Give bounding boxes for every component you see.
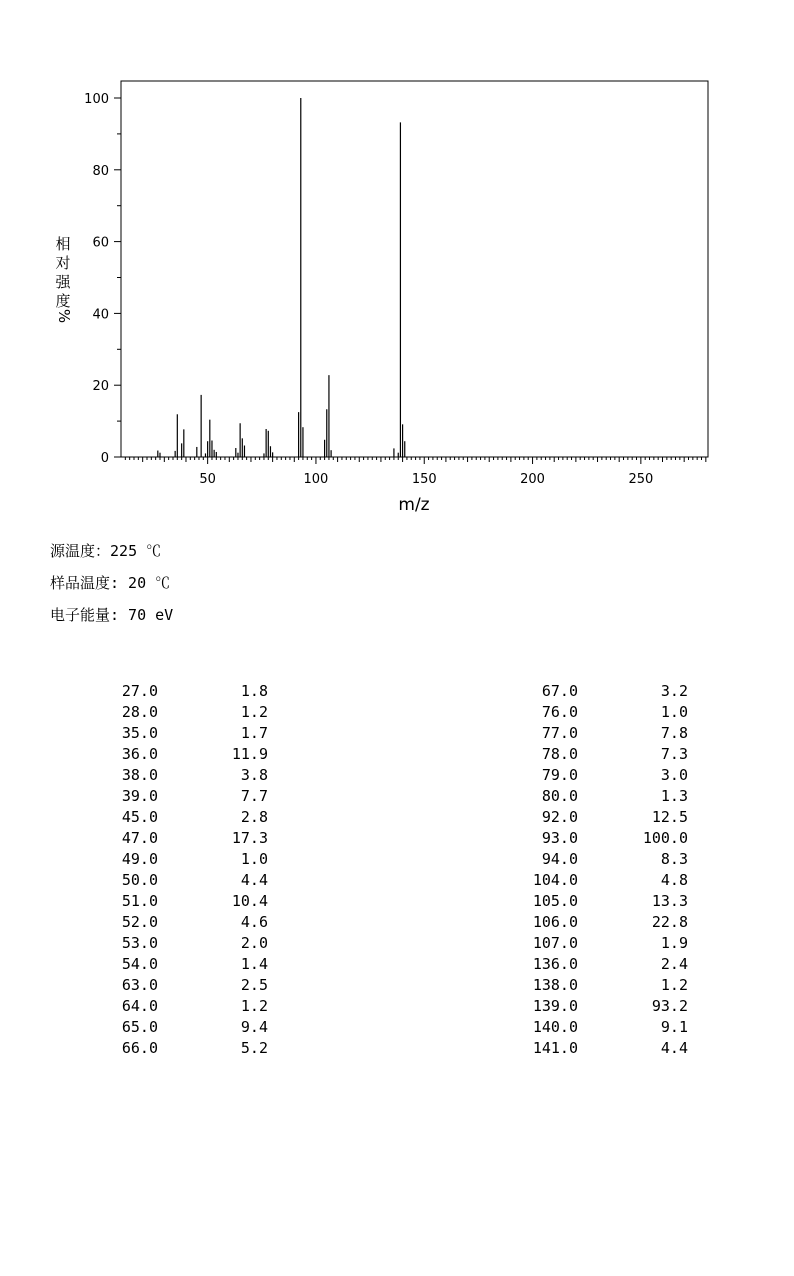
abundance-value: 2.8	[240, 808, 268, 826]
abundance-value: 1.2	[660, 976, 688, 994]
x-tick-label: 100	[303, 472, 329, 487]
condition-line	[50, 605, 173, 625]
mz-value: 140.0	[532, 1018, 578, 1036]
mz-value: 27.0	[121, 682, 158, 700]
abundance-value: 11.9	[231, 745, 268, 763]
abundance-value: 1.0	[240, 850, 268, 868]
x-minor-ticks	[125, 457, 706, 464]
table-row	[0, 786, 794, 807]
mz-value: 28.0	[121, 703, 158, 721]
x-tick-label: 50	[199, 472, 216, 487]
abundance-value: 100.0	[642, 829, 688, 847]
mz-value: 36.0	[121, 745, 158, 763]
abundance-value: 1.9	[660, 934, 688, 952]
abundance-value: 10.4	[231, 892, 268, 910]
condition-line	[50, 573, 170, 593]
y-axis-label-char: 度	[55, 292, 71, 310]
abundance-value: 2.4	[660, 955, 688, 973]
abundance-value: 13.3	[651, 892, 688, 910]
abundance-value: 22.8	[651, 913, 688, 931]
x-tick-label: 250	[628, 472, 654, 487]
y-axis-label-char: 强	[55, 273, 71, 291]
abundance-value: 8.3	[660, 850, 688, 868]
mz-value: 51.0	[121, 892, 158, 910]
abundance-value: 1.0	[660, 703, 688, 721]
x-axis	[199, 472, 653, 487]
abundance-value: 4.4	[240, 871, 268, 889]
spectrum-peaks	[158, 98, 405, 457]
abundance-value: 12.5	[651, 808, 688, 826]
y-axis-label-char: %	[55, 308, 73, 324]
mz-value: 64.0	[121, 997, 158, 1015]
mz-value: 63.0	[121, 976, 158, 994]
mz-value: 92.0	[541, 808, 578, 826]
mz-value: 93.0	[541, 829, 578, 847]
mz-value: 52.0	[121, 913, 158, 931]
table-row	[0, 954, 794, 975]
peak-table	[0, 681, 794, 1059]
abundance-value: 1.8	[240, 682, 268, 700]
table-row	[0, 996, 794, 1017]
mz-value: 107.0	[532, 934, 578, 952]
table-row	[0, 765, 794, 786]
mz-value: 139.0	[532, 997, 578, 1015]
abundance-value: 1.3	[660, 787, 688, 805]
table-row	[0, 912, 794, 933]
table-row	[0, 681, 794, 702]
abundance-value: 1.2	[240, 997, 268, 1015]
table-row	[0, 870, 794, 891]
condition-value: 70 eV	[119, 606, 174, 624]
mz-value: 66.0	[121, 1039, 158, 1057]
abundance-value: 5.2	[240, 1039, 268, 1057]
abundance-value: 93.2	[651, 997, 688, 1015]
x-tick-label: 200	[520, 472, 545, 487]
abundance-value: 17.3	[231, 829, 268, 847]
y-tick-label: 0	[100, 451, 109, 466]
table-row	[0, 933, 794, 954]
abundance-value: 1.7	[240, 724, 268, 742]
abundance-value: 3.0	[660, 766, 688, 784]
mz-value: 106.0	[532, 913, 578, 931]
table-row	[0, 828, 794, 849]
y-tick-label: 40	[92, 307, 109, 323]
y-axis-label-char: 相	[55, 235, 71, 253]
y-tick-label: 60	[92, 235, 109, 251]
condition-line	[50, 541, 161, 561]
mz-value: 35.0	[121, 724, 158, 742]
mz-value: 67.0	[541, 682, 578, 700]
table-row	[0, 891, 794, 912]
y-tick-label: 20	[92, 379, 109, 395]
mz-value: 80.0	[541, 787, 578, 805]
mz-value: 78.0	[541, 745, 578, 763]
abundance-value: 7.8	[660, 724, 688, 742]
x-tick-label: 150	[411, 472, 437, 487]
abundance-value: 7.3	[660, 745, 688, 763]
abundance-value: 9.4	[240, 1018, 268, 1036]
y-axis-label-char: 对	[55, 254, 71, 272]
mz-value: 76.0	[541, 703, 578, 721]
mz-value: 136.0	[532, 955, 578, 973]
y-tick-label: 100	[84, 92, 109, 107]
abundance-value: 9.1	[660, 1018, 688, 1036]
table-row	[0, 1038, 794, 1059]
condition-value: 20 ℃	[119, 574, 171, 592]
mz-value: 65.0	[121, 1018, 158, 1036]
condition-value: 225 ℃	[110, 542, 162, 560]
mz-value: 105.0	[532, 892, 578, 910]
table-row	[0, 744, 794, 765]
mz-value: 45.0	[121, 808, 158, 826]
mz-value: 38.0	[121, 766, 158, 784]
y-axis-label	[55, 235, 73, 323]
abundance-value: 7.7	[240, 787, 268, 805]
mz-value: 104.0	[532, 871, 578, 889]
abundance-value: 1.2	[240, 703, 268, 721]
mz-value: 47.0	[121, 829, 158, 847]
abundance-value: 3.8	[240, 766, 268, 784]
mz-value: 79.0	[541, 766, 578, 784]
mass-spectrum-chart	[0, 0, 794, 530]
table-row	[0, 723, 794, 744]
mz-value: 49.0	[121, 850, 158, 868]
condition-label: 源温度：	[50, 542, 111, 560]
abundance-value: 2.5	[240, 976, 268, 994]
abundance-value: 3.2	[660, 682, 688, 700]
mz-value: 53.0	[121, 934, 158, 952]
table-row	[0, 975, 794, 996]
table-row	[0, 849, 794, 870]
mz-value: 54.0	[121, 955, 158, 973]
table-row	[0, 807, 794, 828]
abundance-value: 4.4	[660, 1039, 688, 1057]
condition-label: 样品温度:	[50, 574, 120, 592]
abundance-value: 2.0	[240, 934, 268, 952]
abundance-value: 1.4	[240, 955, 268, 973]
plot-frame	[121, 81, 708, 457]
abundance-value: 4.8	[660, 871, 688, 889]
table-row	[0, 702, 794, 723]
table-row	[0, 1017, 794, 1038]
x-axis-label: m/z	[398, 495, 430, 515]
y-axis	[84, 92, 121, 466]
abundance-value: 4.6	[240, 913, 268, 931]
mz-value: 94.0	[541, 850, 578, 868]
y-tick-label: 80	[92, 163, 109, 179]
mz-value: 77.0	[541, 724, 578, 742]
mz-value: 138.0	[532, 976, 578, 994]
mz-value: 50.0	[121, 871, 158, 889]
mz-value: 39.0	[121, 787, 158, 805]
condition-label: 电子能量:	[50, 606, 120, 624]
mz-value: 141.0	[532, 1039, 578, 1057]
